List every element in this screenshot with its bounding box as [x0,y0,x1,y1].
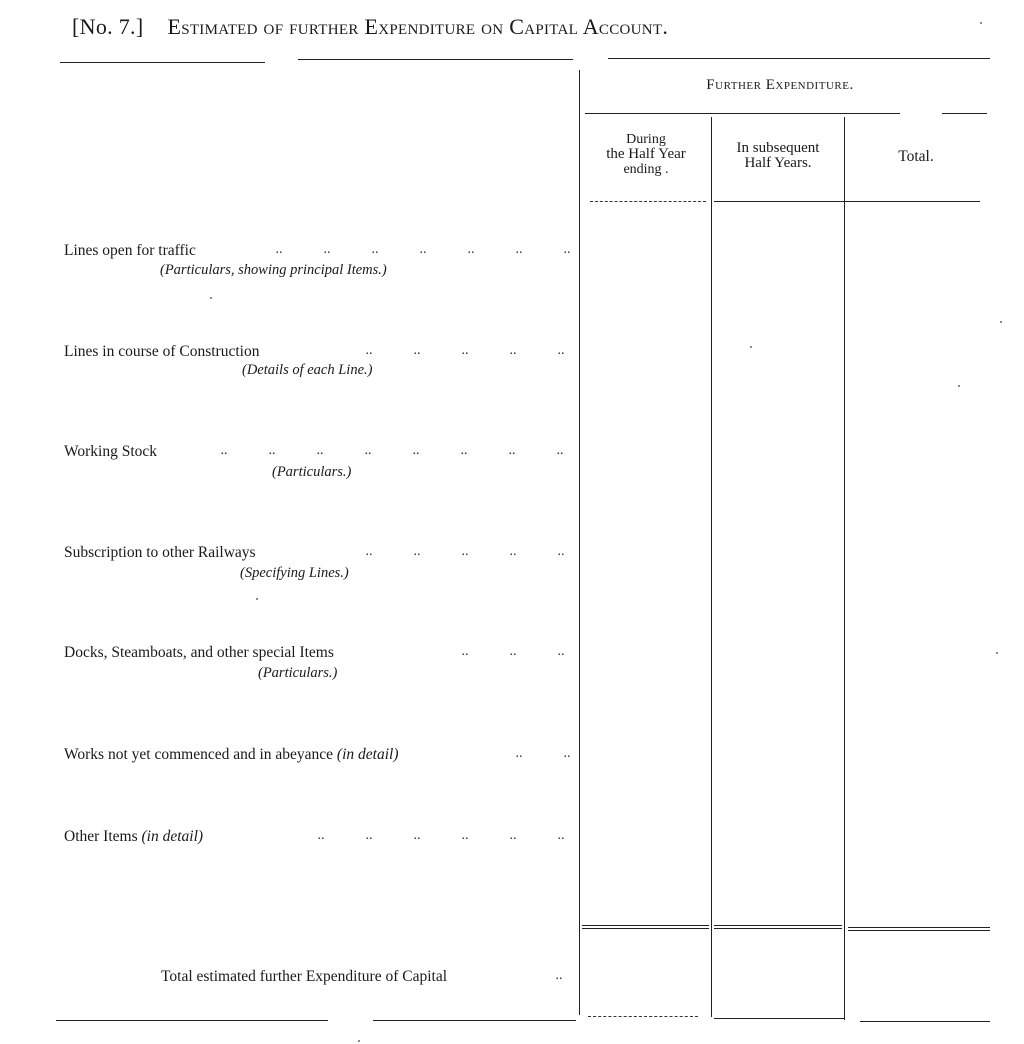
column-rule-1 [711,117,712,1017]
row-label: Other Items [64,828,138,845]
total-rule-2a [714,925,842,926]
leader-dots: .. .. .. .. .. .. .. .. [220,443,564,458]
group-heading-rule-tail [942,113,987,114]
page-title [72,14,668,40]
row-label: Works not yet commenced and in abeyance [64,746,334,763]
column-header-total: Total. [898,148,934,165]
row-subscription [64,544,256,562]
scan-speck [210,297,212,299]
row-sublabel: (Details of each Line.) [242,362,373,378]
top-rule-2 [298,59,573,60]
row-label-italic: (in detail) [141,828,204,845]
bottom-rule-2 [373,1020,576,1021]
col1-line1: During [626,132,666,147]
row-sublabel: (Particulars, showing principal Items.) [160,262,387,278]
leader-dots: .. .. .. .. .. [365,544,565,559]
row-sublabel: (Specifying Lines.) [240,565,349,581]
column-header-subsequent [713,141,843,171]
scan-speck [958,385,960,387]
top-rule-3 [608,58,990,59]
row-works-not-commenced [64,746,398,764]
leader-dots: .. .. .. .. .. .. .. [275,242,571,257]
bottom-rule-1 [56,1020,328,1021]
row-sublabel: (Particulars.) [258,665,338,681]
group-heading: Further Expenditure. [706,77,854,93]
row-lines-construction [64,343,259,361]
scan-speck [1000,321,1002,323]
total-row-label [161,968,447,986]
leader-dots: .. .. .. .. .. [365,343,565,358]
row-docks-steamboats [64,644,334,662]
row-label: Working Stock [64,443,158,460]
column-rule-label [579,70,580,1015]
total-rule-2b [714,928,842,929]
row-label: Total estimated further Expenditure of Capital [161,968,448,985]
scan-speck [358,1040,360,1042]
scan-speck [996,652,998,654]
leader-dots: .. .. .. .. .. .. [317,828,565,843]
scan-speck [750,346,752,348]
bottom-rule-5 [860,1021,990,1022]
leader-dots: .. .. [515,746,571,761]
row-sublabel: (Particulars.) [272,464,352,480]
row-label: Subscription to other Railways [64,544,256,561]
header-bottom-rule-1 [590,201,706,202]
bottom-rule-3 [588,1016,698,1017]
form-number: [No. 7.] [72,14,144,39]
scan-speck [980,22,982,24]
column-header-half-year [584,132,708,177]
col1-line3: ending . [623,162,669,177]
total-rule-1a [582,925,709,926]
row-lines-open [64,242,196,260]
col1-line2: the Half Year [606,146,686,162]
col2-line2: Half Years. [744,155,812,171]
header-bottom-rule-2 [714,201,980,202]
row-label: Docks, Steamboats, and other special Items [64,644,334,661]
col2-line1: In subsequent [736,140,820,156]
total-rule-3b [848,930,990,931]
group-heading-rule [585,113,900,114]
total-rule-3a [848,927,990,928]
scan-speck [256,598,258,600]
bottom-rule-4 [714,1018,844,1019]
top-rule-1 [60,62,265,63]
row-label: Lines open for traffic [64,242,196,259]
row-label-italic: (in detail) [336,746,399,763]
leader-dots: .. [555,968,563,983]
leader-dots: .. .. .. [461,644,565,659]
column-rule-2 [844,117,845,1020]
row-other-items [64,828,203,846]
row-label: Lines in course of Construction [64,343,260,360]
total-rule-1b [582,928,709,929]
row-working-stock [64,443,157,461]
form-title: Estimated of further Expenditure on Capital Account. [167,14,669,39]
